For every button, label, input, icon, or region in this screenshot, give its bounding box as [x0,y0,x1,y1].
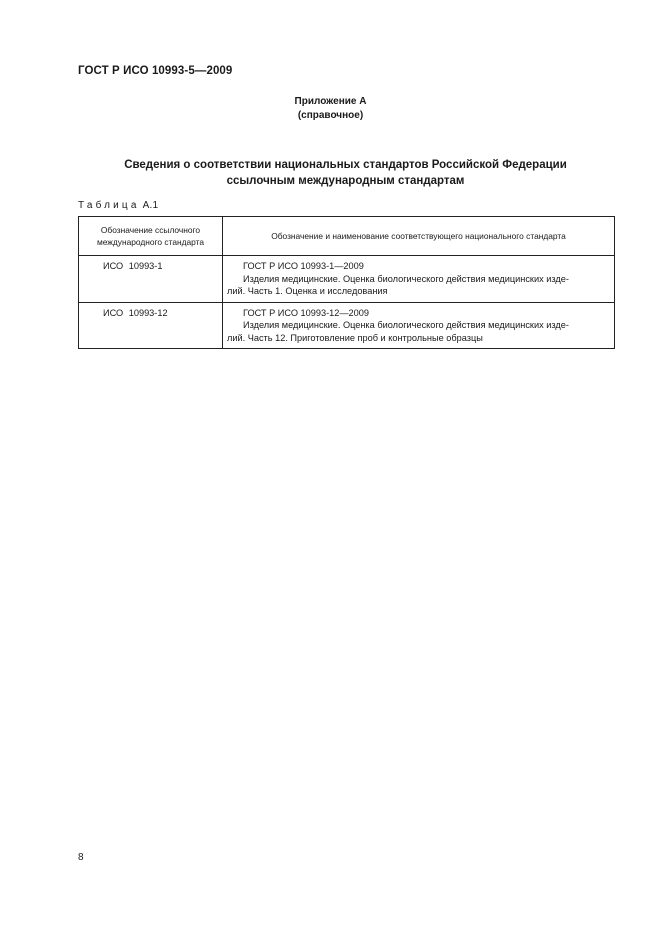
gost-name-line-2: лий. Часть 1. Оценка и исследования [227,286,388,296]
gost-designation: ГОСТ Р ИСО 10993-12—2009 [243,307,369,318]
gost-cell [223,302,615,349]
gost-name-line-2: лий. Часть 12. Приготовление проб и контрольные образцы [227,332,483,343]
appendix-kind: (справочное) [297,110,364,121]
header-national-standard: Обозначение и наименование соответствующего национального стандарта [223,217,615,256]
appendix-label: Приложение А [294,96,367,107]
gost-designation: ГОСТ Р ИСО 10993-1—2009 [243,261,364,271]
header-international-standard [79,217,223,256]
appendix-heading [0,95,661,123]
table-label [78,200,158,211]
iso-designation-cell: ИСО 10993-1 [79,256,223,303]
gost-name-line-1: Изделия медицинские. Оценка биологического действия медицинских изде- [243,320,569,330]
section-title-line-1: Сведения о соответствии национальных стандартов Российской Федерации [124,159,567,171]
header-col1-line-2: международного стандарта [96,237,205,247]
table-label-word: Таблица [78,200,140,211]
section-title-line-2: ссылочным международным стандартам [226,175,465,187]
iso-designation-cell: ИСО 10993-12 [79,302,223,349]
gost-name-line-1: Изделия медицинские. Оценка биологического действия медицинских изде- [243,273,569,284]
table-label-number: А.1 [142,200,159,211]
reference-table [78,216,615,349]
header-col1-line-1: Обозначение ссылочного [100,225,201,235]
gost-cell [223,256,615,303]
table-row [79,256,615,303]
document-code: ГОСТ Р ИСО 10993-5—2009 [78,65,233,77]
table-header-row [79,217,615,256]
page-number: 8 [78,852,84,863]
table-row [79,302,615,349]
section-title [0,157,661,189]
